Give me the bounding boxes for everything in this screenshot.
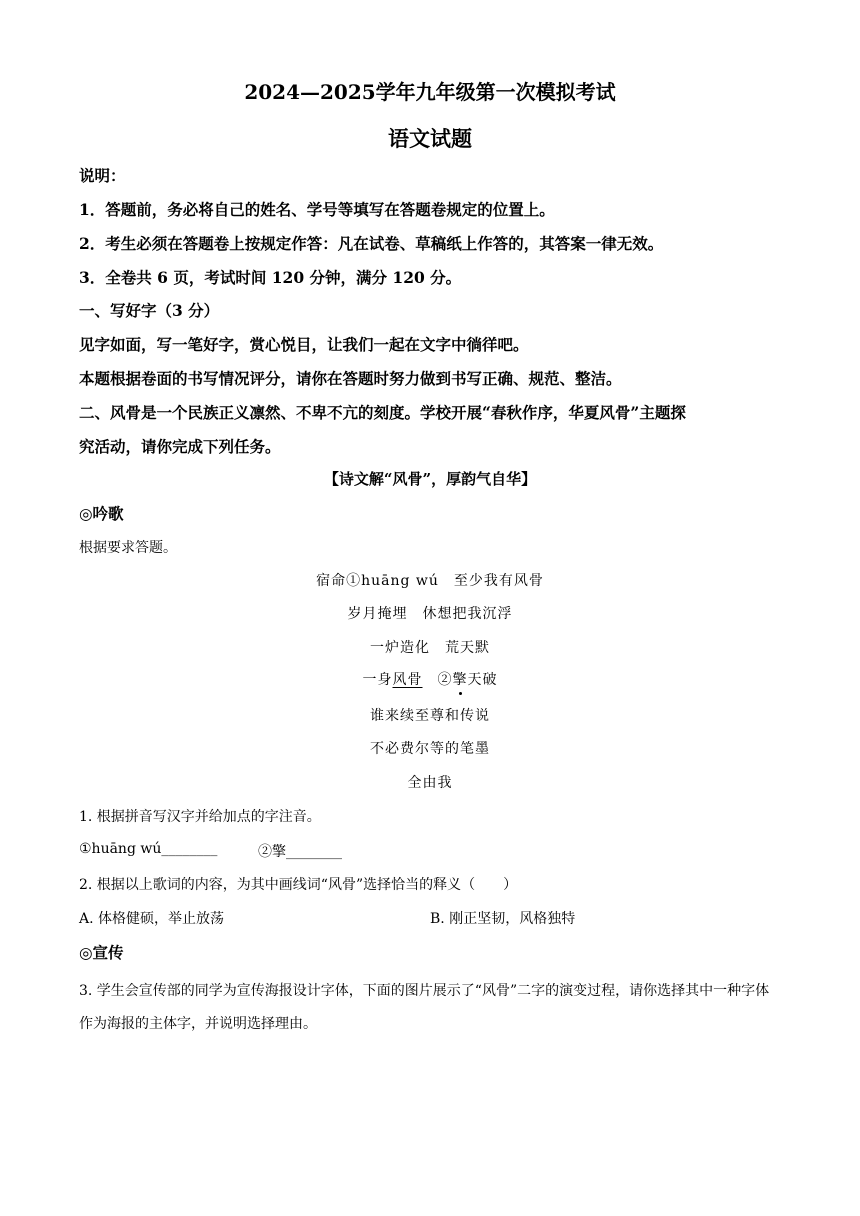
question-1-blank-1: ①huāng wú________ xyxy=(79,841,218,857)
part1-prompt: 根据要求答题。 xyxy=(79,540,177,556)
poem-line-5: 谁来续至尊和传说 xyxy=(370,708,490,724)
instruction-item-2: 2．考生必须在答题卷上按规定作答：凡在试卷、草稿纸上作答的，其答案一律无效。 xyxy=(79,234,664,253)
question-1-blank-2: ②擎________ xyxy=(258,844,342,860)
poem-line-7: 全由我 xyxy=(407,775,453,791)
poem-line-6: 不必费尔等的笔墨 xyxy=(370,741,490,757)
poem-line-4-mid: ② xyxy=(422,672,453,688)
section1-heading: 一、写好字（3 分） xyxy=(79,301,220,320)
poem-line-4-prefix: 一身 xyxy=(362,672,393,688)
exam-subtitle: 语文试题 xyxy=(388,126,472,151)
question-2-option-b: B. 刚正坚韧，风格独特 xyxy=(430,911,576,927)
instruction-item-3: 3．全卷共 6 页，考试时间 120 分钟，满分 120 分。 xyxy=(79,268,462,287)
section1-line2: 本题根据卷面的书写情况评分，请你在答题时努力做到书写正确、规范、整洁。 xyxy=(79,369,622,388)
dotted-char-qing: 擎 xyxy=(453,669,468,689)
poem-line-4-suffix: 天破 xyxy=(467,672,498,688)
poem-line-1: 宿命①huāng wú 至少我有风骨 xyxy=(316,573,544,589)
poem-line-2: 岁月掩埋 休想把我沉浮 xyxy=(347,606,513,622)
instructions-label: 说明： xyxy=(79,166,126,185)
section2-subheading: 【诗文解“风骨”，厚韵气自华】 xyxy=(323,470,537,488)
underlined-word-fenggu: 风骨 xyxy=(392,672,423,688)
part1-label: ◎吟歌 xyxy=(79,504,124,523)
section2-heading-line2: 究活动，请你完成下列任务。 xyxy=(79,437,281,456)
part2-label: ◎宣传 xyxy=(79,943,124,962)
question-2-option-a: A. 体格健硕，举止放荡 xyxy=(79,911,225,927)
section1-line1: 见字如面，写一笔好字，赏心悦目，让我们一起在文字中徜徉吧。 xyxy=(79,335,529,354)
section2-heading-line1: 二、风骨是一个民族正义凛然、不卑不亢的刻度。学校开展“春秋作序，华夏风骨”主题探 xyxy=(79,403,686,422)
exam-title: 2024—2025学年九年级第一次模拟考试 xyxy=(244,80,616,104)
question-1: 1. 根据拼音写汉字并给加点的字注音。 xyxy=(79,809,321,825)
question-3: 3. 学生会宣传部的同学为宣传海报设计字体，下面的图片展示了“风骨”二字的演变过程，请你选择其中一种字体作为海报的主体字，并说明选择理由。 xyxy=(79,983,770,1032)
poem-line-3: 一炉造化 荒天默 xyxy=(370,640,490,656)
instruction-item-1: 1．答题前，务必将自己的姓名、学号等填写在答题卷规定的位置上。 xyxy=(79,200,555,219)
question-2: 2. 根据以上歌词的内容，为其中画线词“风骨”选择恰当的释义（ ） xyxy=(79,877,518,893)
poem-line-4 xyxy=(0,669,860,689)
